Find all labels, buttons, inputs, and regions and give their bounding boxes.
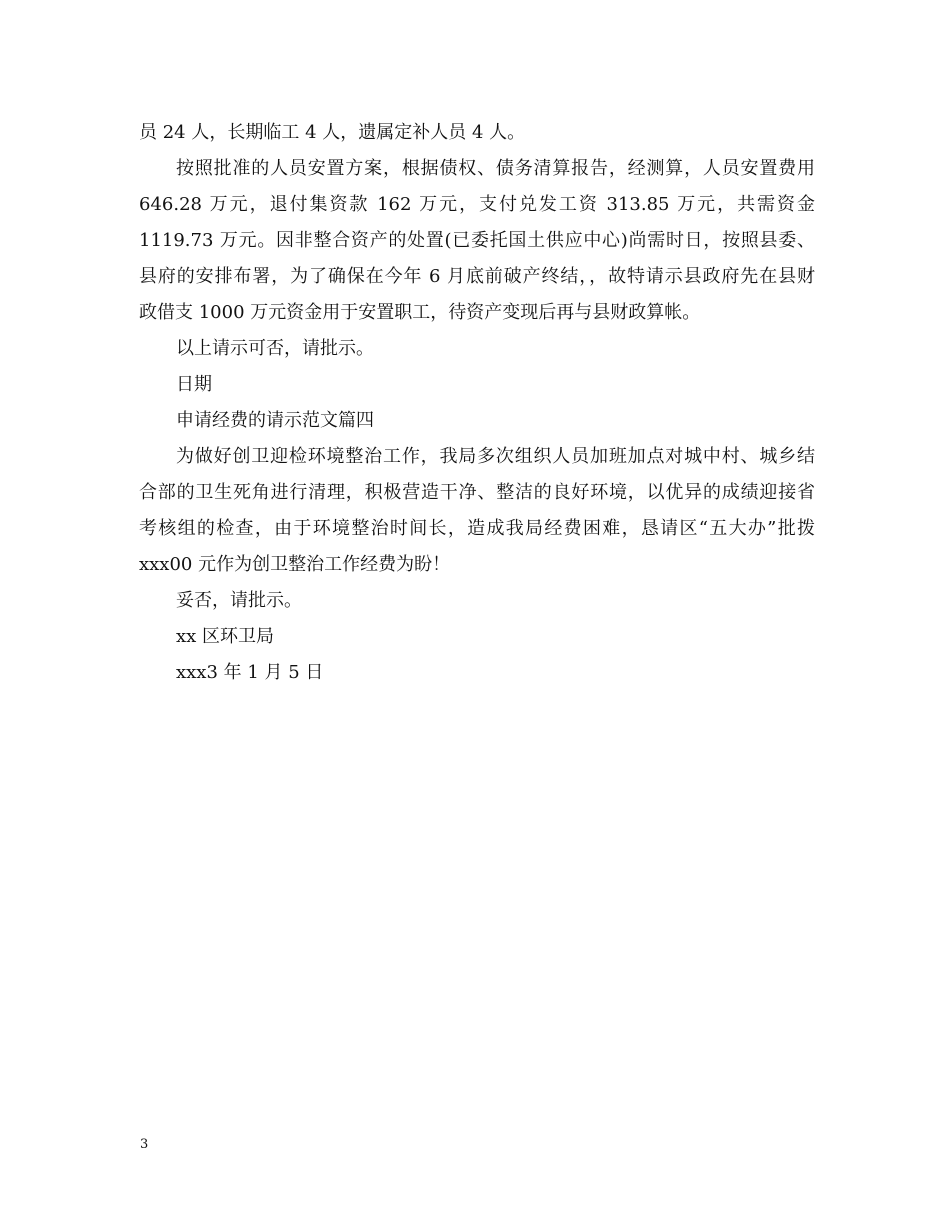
paragraph-line: 员 24 人，长期临工 4 人，遗属定补人员 4 人。 — [139, 122, 526, 143]
paragraph-line: xxx00 元作为创卫整治工作经费为盼！ — [139, 554, 451, 575]
signature-date: xxx3 年 1 月 5 日 — [176, 662, 324, 683]
request-closing: 以上请示可否，请批示。 — [176, 338, 374, 359]
request-closing: 妥否，请批示。 — [176, 590, 302, 611]
paragraph-line: 按照批准的人员安置方案，根据债权、债务清算报告，经测算，人员安置费用 — [176, 158, 815, 179]
paragraph-line: 县府的安排布署，为了确保在今年 6 月底前破产终结，，故特请示县政府先在县财 — [139, 266, 815, 287]
paragraph-line: 政借支 1000 万元资金用于安置职工，待资产变现后再与县财政算帐。 — [139, 302, 701, 323]
section-heading: 申请经费的请示范文篇四 — [176, 410, 374, 431]
paragraph-line: 为做好创卫迎检环境整治工作，我局多次组织人员加班加点对城中村、城乡结 — [176, 446, 815, 467]
paragraph-line: 646.28 万元，退付集资款 162 万元，支付兑发工资 313.85 万元，共需资金 — [139, 194, 815, 215]
document-body — [139, 115, 815, 691]
paragraph-line: 考核组的检查，由于环境整治时间长，造成我局经费困难，恳请区“五大办”批拨 — [139, 518, 815, 539]
signature-organization: xx 区环卫局 — [176, 626, 275, 647]
date-label: 日期 — [176, 374, 212, 395]
page-number: 3 — [140, 1137, 149, 1152]
paragraph-line: 合部的卫生死角进行清理，积极营造干净、整洁的良好环境，以优异的成绩迎接省 — [139, 482, 815, 503]
paragraph-line: 1119.73 万元。因非整合资产的处置(已委托国土供应中心)尚需时日，按照县委、 — [139, 230, 815, 251]
